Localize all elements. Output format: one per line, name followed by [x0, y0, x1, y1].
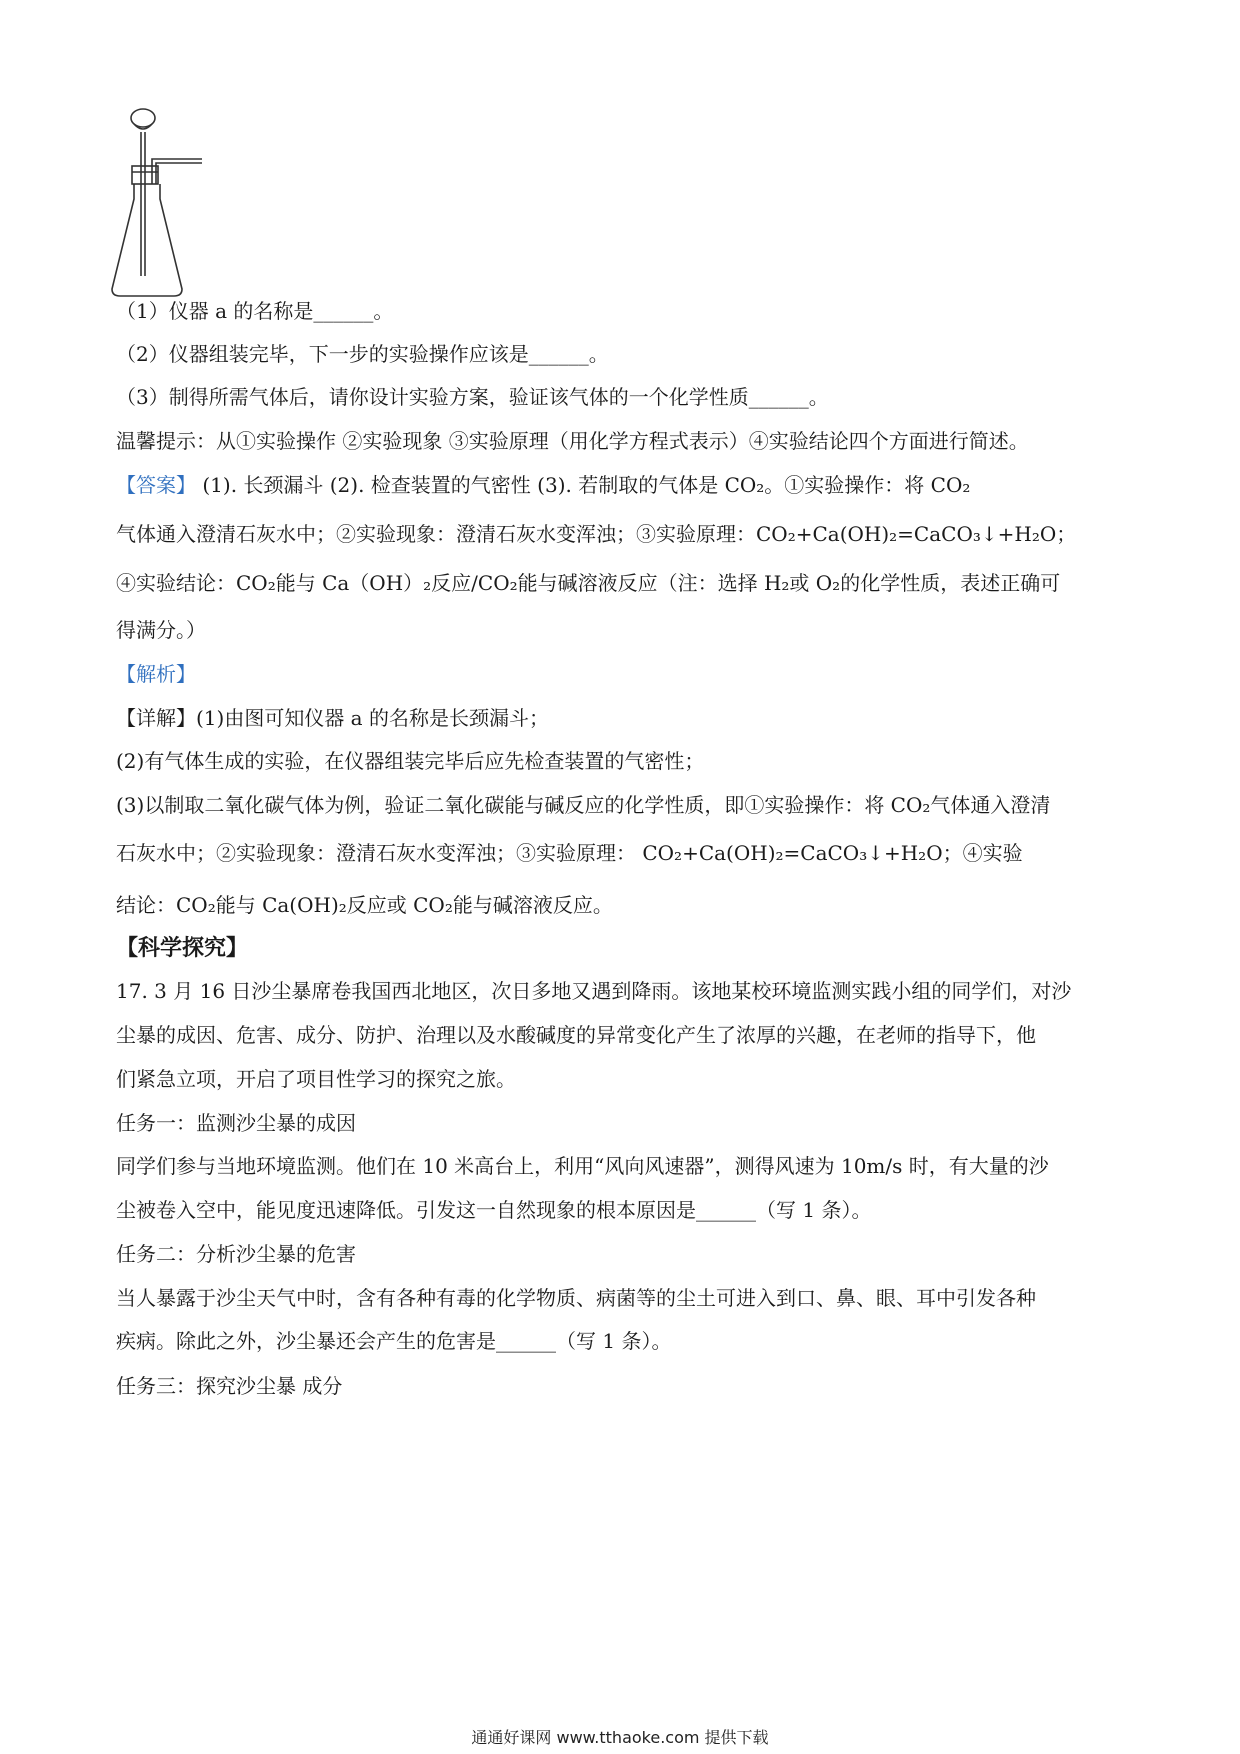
answer-line-1 — [116, 472, 1136, 498]
analysis-detail-3: (3)以制取二氧化碳气体为例，验证二氧化碳能与碱反应的化学性质，即①实验操作：将 CO₂气体通入澄清 — [116, 793, 1051, 817]
task-2-text-2: 疾病。除此之外，沙尘暴还会产生的危害是______（写 1 条）。 — [116, 1329, 672, 1353]
answer-line-3: ④实验结论：CO₂能与 Ca（OH）₂反应/CO₂能与碱溶液反应（注：选择 H₂或 O₂的化学性质，表述正确可 — [116, 571, 1061, 595]
answer-line-2: 气体通入澄清石灰水中；②实验现象：澄清石灰水变浑浊；③实验原理：CO₂+Ca(OH)₂=CaCO₃↓+H₂O； — [116, 522, 1077, 546]
task-1-text-2: 尘被卷入空中，能见度迅速降低。引发这一自然现象的根本原因是______（写 1 条）。 — [116, 1198, 872, 1222]
q17-line-3: 们紧急立项，开启了项目性学习的探究之旅。 — [116, 1067, 516, 1091]
answer-text-1: (1). 长颈漏斗 (2). 检查装置的气密性 (3). 若制取的气体是 CO₂。①实验操作：将 CO₂ — [196, 473, 971, 497]
task-3-title: 任务三：探究沙尘暴 成分 — [116, 1374, 343, 1398]
page-footer: 通通好课网 www.tthaoke.com 提供下载 — [471, 1728, 769, 1747]
analysis-detail-4: 石灰水中；②实验现象：澄清石灰水变浑浊；③实验原理： CO₂+Ca(OH)₂=CaCO₃↓+H₂O；④实验 — [116, 841, 1023, 865]
q17-line-2: 尘暴的成因、危害、成分、防护、治理以及水酸碱度的异常变化产生了浓厚的兴趣，在老师的指导下，他 — [116, 1023, 1036, 1047]
flask-apparatus-icon — [110, 104, 210, 304]
task-2-text-1: 当人暴露于沙尘天气中时，含有各种有毒的化学物质、病菌等的尘土可进入到口、鼻、眼、耳中引发各种 — [116, 1286, 1036, 1310]
analysis-detail-2: (2)有气体生成的实验，在仪器组装完毕后应先检查装置的气密性； — [116, 749, 705, 773]
analysis-detail-1: 【详解】(1)由图可知仪器 a 的名称是长颈漏斗； — [116, 706, 549, 730]
task-1-text-1: 同学们参与当地环境监测。他们在 10 米高台上，利用“风向风速器”，测得风速为 10m/s 时，有大量的沙 — [116, 1154, 1049, 1178]
task-2-title: 任务二：分析沙尘暴的危害 — [116, 1242, 356, 1266]
question-1: （1）仪器 a 的名称是______。 — [116, 299, 394, 323]
task-1-title: 任务一：监测沙尘暴的成因 — [116, 1111, 356, 1135]
section-title: 【科学探究】 — [116, 935, 249, 961]
answer-tag: 【答案】 — [116, 473, 196, 497]
question-3: （3）制得所需气体后，请你设计实验方案，验证该气体的一个化学性质______。 — [116, 385, 829, 409]
analysis-detail-5: 结论：CO₂能与 Ca(OH)₂反应或 CO₂能与碱溶液反应。 — [116, 893, 613, 917]
question-2: （2）仪器组装完毕，下一步的实验操作应该是______。 — [116, 342, 609, 366]
answer-line-4: 得满分。） — [116, 618, 206, 642]
q17-line-1: 17. 3 月 16 日沙尘暴席卷我国西北地区，次日多地又遇到降雨。该地某校环境监测实践小组的同学们，对沙 — [116, 979, 1072, 1003]
analysis-tag: 【解析】 — [116, 662, 196, 686]
hint-text: 温馨提示：从①实验操作 ②实验现象 ③实验原理（用化学方程式表示）④实验结论四个方面进行简述。 — [116, 429, 1029, 453]
